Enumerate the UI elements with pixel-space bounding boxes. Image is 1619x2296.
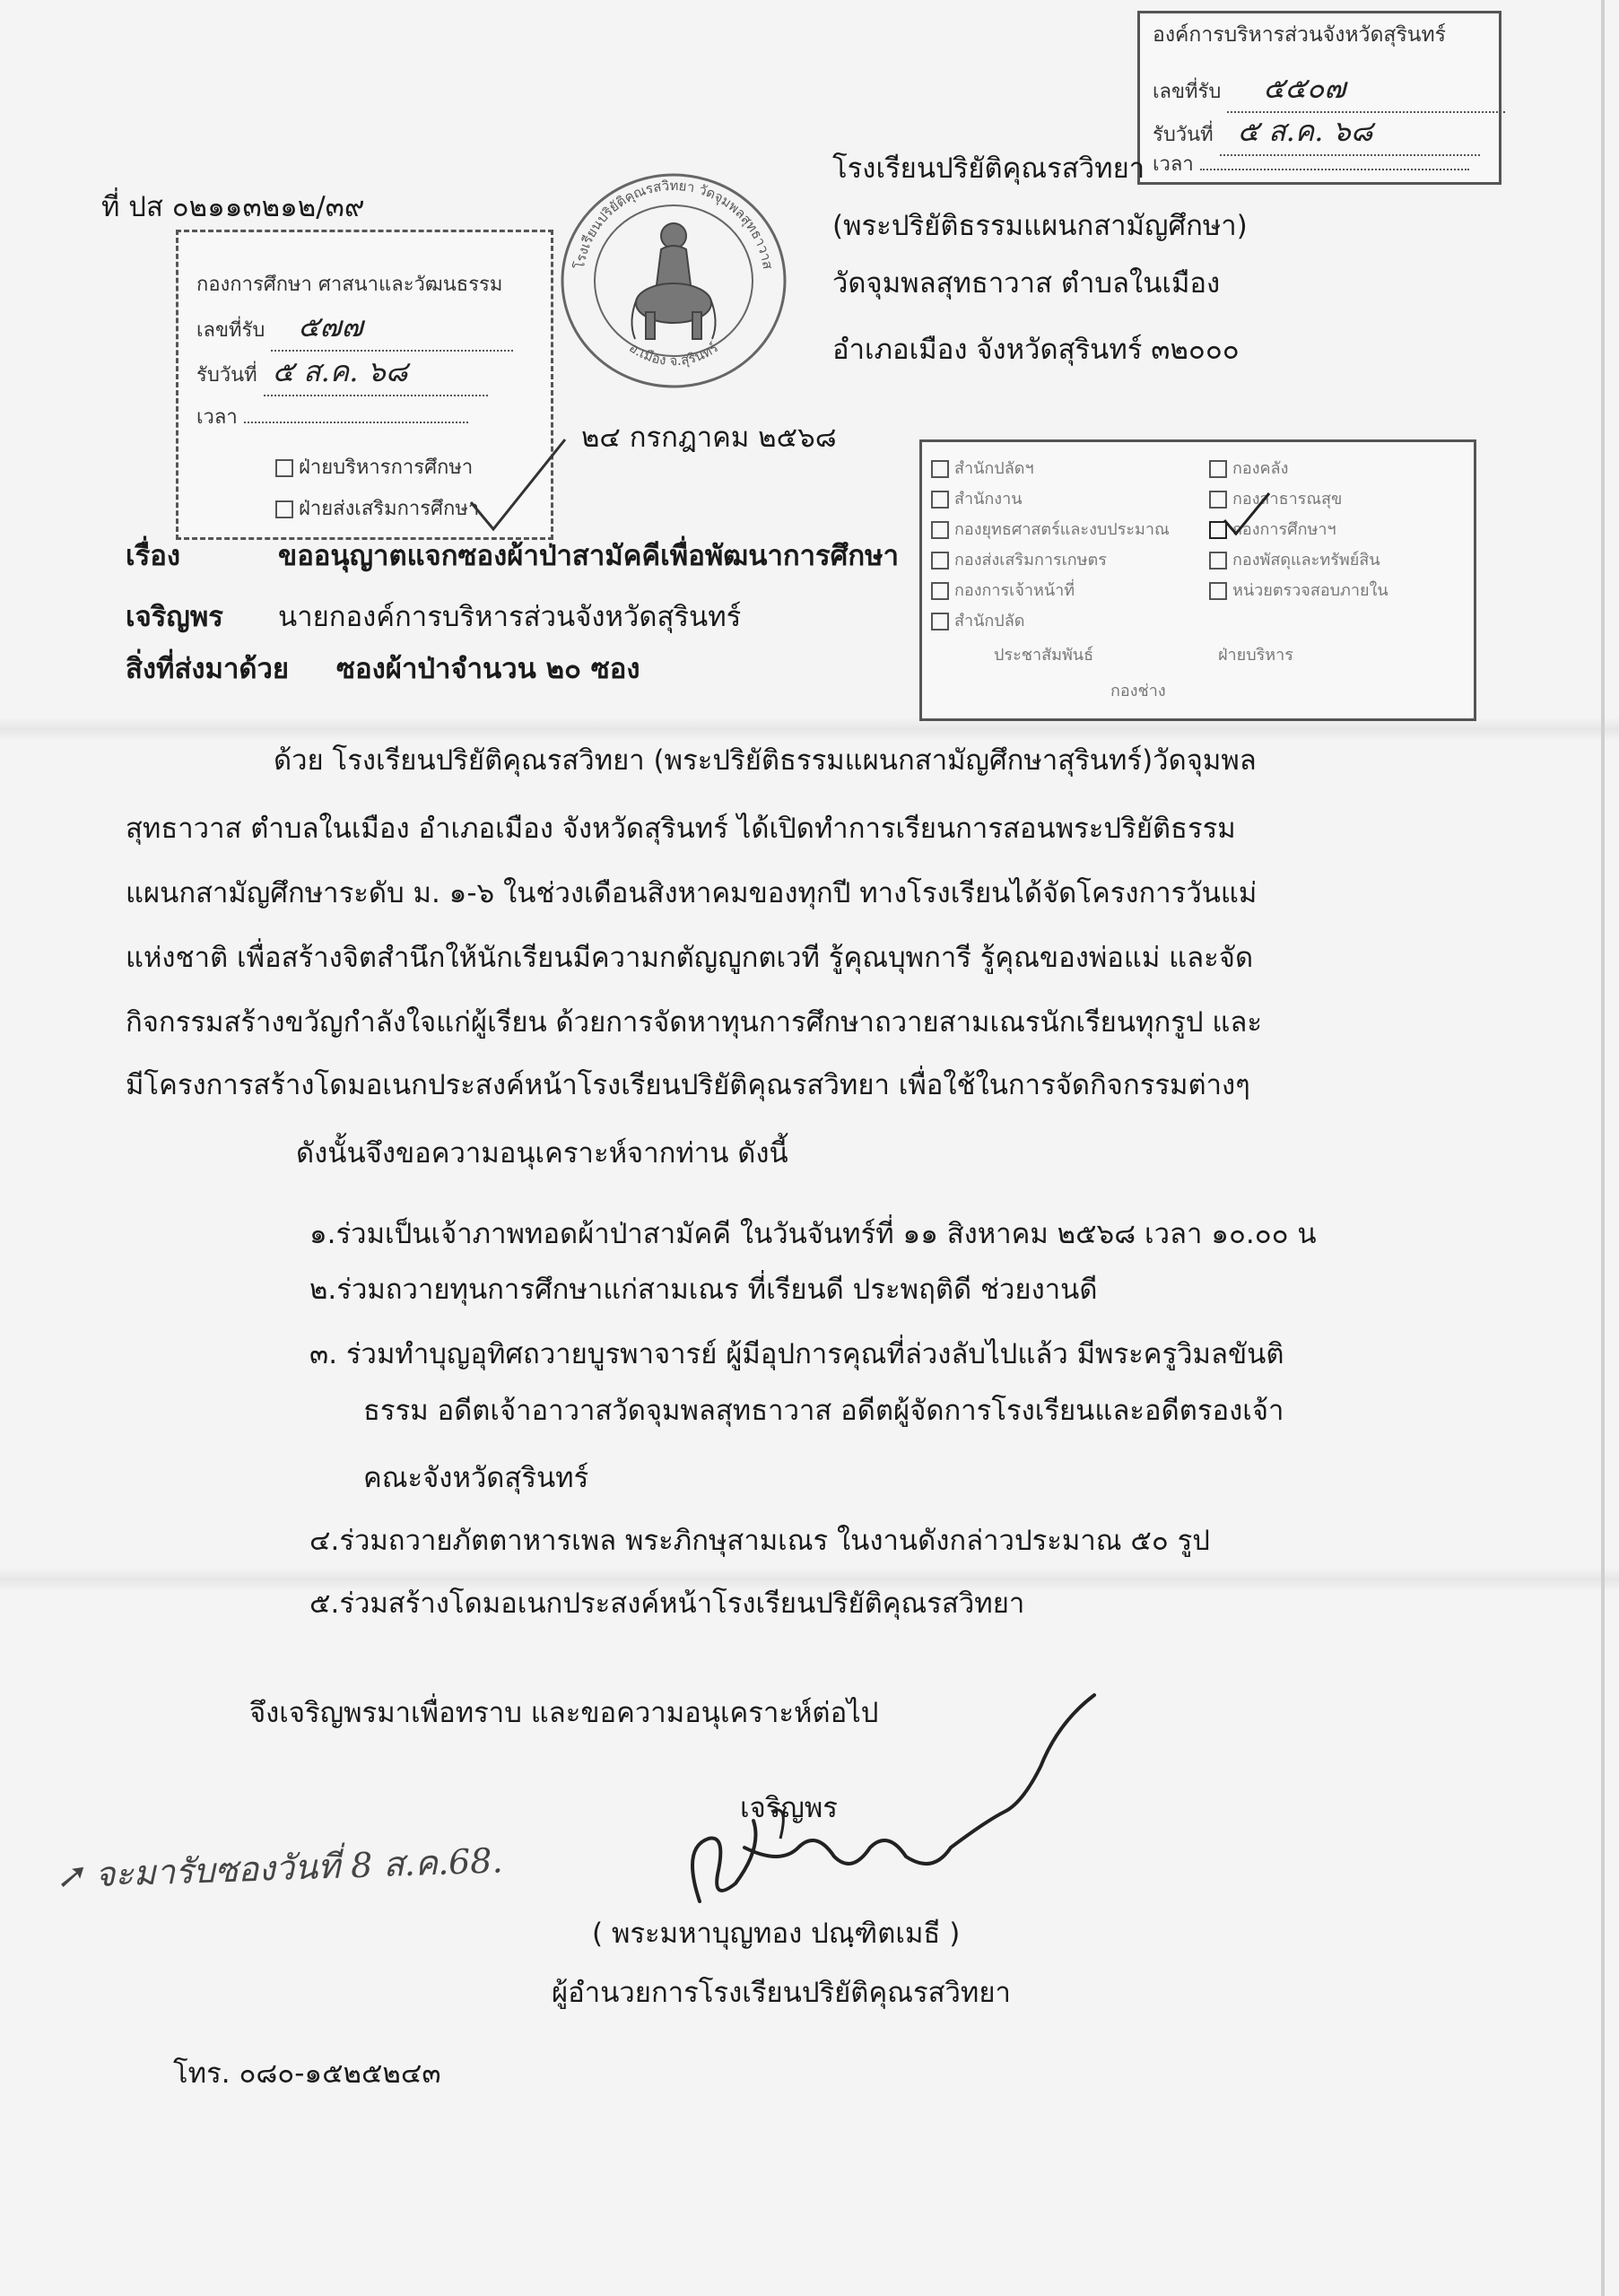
routing-right-0 xyxy=(1209,455,1288,481)
checkbox-icon xyxy=(1209,582,1227,600)
routing-right-4 xyxy=(1209,577,1388,603)
request-item-continued: ธรรม อดีตเจ้าอาวาสวัดจุมพลสุทธาวาส อดีตผู้จัดการโรงเรียนและอดีตรองเจ้า xyxy=(363,1395,1284,1427)
body-line: ด้วย โรงเรียนปริยัติคุณรสวิทยา (พระปริยัติธรรมแผนกสามัญศึกษาสุรินทร์)วัดจุมพล xyxy=(274,744,1257,777)
request-item: ๒.ร่วมถวายทุนการศึกษาแก่สามเณร ที่เรียนดี ประพฤติดี ช่วยงานดี xyxy=(309,1274,1098,1306)
svg-text:อ.เมือง จ.สุรินทร์ xyxy=(626,339,721,369)
routing-left-4 xyxy=(931,577,1075,603)
check-mark-icon xyxy=(466,430,574,538)
closing-line: จึงเจริญพรมาเพื่อทราบ และขอความอนุเคราะห์ต่อไป xyxy=(249,1697,879,1729)
body-line: แผนกสามัญศึกษาระดับ ม. ๑-๖ ในช่วงเดือนสิงหาคมของทุกปี ทางโรงเรียนได้จัดโครงการวันแม่ xyxy=(126,877,1258,909)
seal-bottom-text: อ.เมือง จ.สุรินทร์ xyxy=(626,339,721,370)
school-seal xyxy=(556,169,791,393)
sender-line-3: วัดจุมพลสุทธาวาส ตำบลในเมือง xyxy=(832,267,1221,300)
edu-stamp-title: กองการศึกษา ศาสนาและวัฒนธรรม xyxy=(196,274,503,296)
edu-rec-no-label: เลขที่รับ xyxy=(196,319,265,342)
letter-date: ๒๔ กรกฎาคม ๒๕๖๘ xyxy=(581,422,837,454)
arrow-icon: ➚ xyxy=(55,1855,96,1896)
stamp-time-dots xyxy=(1200,149,1469,170)
seal-top-text: โรงเรียนปริยัติคุณรสวิทยา วัดจุมพลสุทธาวาส xyxy=(570,177,777,271)
margin-note-text: จะมารับซองวันที่ 8 ส.ค.68. xyxy=(94,1840,504,1895)
routing-bottom-right: ฝ่ายบริหาร xyxy=(1218,646,1293,665)
body-line: สุทธาวาส ตำบลในเมือง อำเภอเมือง จังหวัดสุรินทร์ ได้เปิดทำการเรียนการสอนพระปริยัติธรรม xyxy=(126,813,1236,845)
subject-text: ขออนุญาตแจกซองผ้าป่าสามัคคีเพื่อพัฒนาการศึกษา xyxy=(278,540,899,572)
edu-option-2-label: ฝ่ายส่งเสริมการศึกษา xyxy=(299,498,480,520)
stamp-rec-date-value: ๕ ส.ค. ๖๘ xyxy=(1220,109,1480,156)
request-item: ๕.ร่วมสร้างโดมอเนกประสงค์หน้าโรงเรียนปริยัติคุณรสวิทยา xyxy=(309,1587,1025,1620)
routing-left-2 xyxy=(931,516,1170,542)
routing-left-5 xyxy=(931,607,1024,633)
stamp-time-row xyxy=(1153,148,1469,179)
edu-time-row xyxy=(196,401,468,432)
edu-rec-no-row xyxy=(196,304,513,352)
checkbox-icon xyxy=(275,459,293,477)
checkbox-icon xyxy=(1209,460,1227,478)
stamp-time-label: เวลา xyxy=(1153,153,1194,176)
recipient-label: เจริญพร xyxy=(126,601,223,633)
subject-label: เรื่อง xyxy=(126,540,181,572)
routing-stamp xyxy=(919,439,1476,721)
stamp-rec-no-row xyxy=(1153,65,1505,113)
checkbox-icon xyxy=(1209,552,1227,570)
routing-right-3-label: กองพัสดุและทรัพย์สิน xyxy=(1232,551,1380,570)
checkbox-icon xyxy=(931,582,949,600)
signer-title: ผู้อำนวยการโรงเรียนปริยัติคุณรสวิทยา xyxy=(552,1977,1011,2009)
margin-note xyxy=(55,1832,503,1902)
checkbox-icon xyxy=(931,491,949,509)
request-item-continued: คณะจังหวัดสุรินทร์ xyxy=(363,1462,589,1494)
sender-line-2: (พระปริยัติธรรมแผนกสามัญศึกษา) xyxy=(832,210,1248,242)
enclosure-text: ซองผ้าป่าจำนวน ๒๐ ซอง xyxy=(336,653,640,685)
stamp-title: องค์การบริหารส่วนจังหวัดสุรินทร์ xyxy=(1153,23,1447,47)
scan-edge xyxy=(1601,0,1605,2296)
body-line: กิจกรรมสร้างขวัญกำลังใจแก่ผู้เรียน ด้วยการจัดหาทุนการศึกษาถวายสามเณรนักเรียนทุกรูป และ xyxy=(126,1006,1263,1039)
sign-greeting: เจริญพร xyxy=(740,1792,838,1824)
recipient-text: นายกองค์การบริหารส่วนจังหวัดสุรินทร์ xyxy=(278,601,742,633)
request-item: ๓. ร่วมทำบุญอุทิศถวายบูรพาจารย์ ผู้มีอุปการคุณที่ล่วงลับไปแล้ว มีพระครูวิมลขันติ xyxy=(309,1338,1284,1370)
routing-left-5-label: สำนักปลัด xyxy=(954,612,1025,631)
routing-bottom-left: ประชาสัมพันธ์ xyxy=(994,646,1094,665)
routing-right-0-label: กองคลัง xyxy=(1232,459,1289,478)
signer-name: ( พระมหาบุญทอง ปณฺฑิตเมธี ) xyxy=(592,1918,961,1950)
stamp-rec-no-label: เลขที่รับ xyxy=(1153,81,1222,103)
body-line: แห่งชาติ เพื่อสร้างจิตสำนึกให้นักเรียนมีความกตัญญูกตเวที รู้คุณบุพการี รู้คุณของพ่อแม่ และจัด xyxy=(126,942,1254,974)
handwritten-signature xyxy=(646,1668,1112,1928)
check-mark-icon xyxy=(1220,489,1274,543)
checkbox-icon xyxy=(931,521,949,539)
stamp-rec-no-value: ๕๕๐๗ xyxy=(1227,65,1505,113)
edu-rec-date-value: ๕ ส.ค. ๖๘ xyxy=(264,349,488,396)
edu-rec-no-value: ๕๗๗ xyxy=(271,304,513,352)
routing-left-0 xyxy=(931,455,1034,481)
request-intro: ดังนั้นจึงขอความอนุเคราะห์จากท่าน ดังนี้ xyxy=(296,1137,788,1170)
edu-time-label: เวลา xyxy=(196,406,238,429)
edu-option-2 xyxy=(275,492,479,524)
routing-left-3 xyxy=(931,546,1107,572)
edu-option-1 xyxy=(275,451,473,483)
routing-left-3-label: กองส่งเสริมการเกษตร xyxy=(954,551,1107,570)
checkbox-icon xyxy=(931,552,949,570)
edu-time-dots xyxy=(244,404,468,423)
ref-number: ที่ ปส ๐๒๑๑๓๒๑๒/๓๙ xyxy=(101,191,365,223)
edu-rec-date-label: รับวันที่ xyxy=(196,364,257,387)
routing-bottom-2: กองช่าง xyxy=(1110,682,1166,700)
routing-left-4-label: กองการเจ้าหน้าที่ xyxy=(954,581,1075,600)
phone-number: โทร. ๐๘๐-๑๕๒๕๒๔๓ xyxy=(173,2057,441,2090)
routing-right-1-label: กองสาธารณสุข xyxy=(1232,490,1343,509)
stamp-rec-date-label: รับวันที่ xyxy=(1153,124,1214,146)
body-line: มีโครงการสร้างโดมอเนกประสงค์หน้าโรงเรียนปริยัติคุณรสวิทยา เพื่อใช้ในการจัดกิจกรรมต่างๆ xyxy=(126,1069,1250,1101)
checked-checkbox-icon xyxy=(275,500,293,518)
elephant-deity-emblem xyxy=(631,223,715,339)
checkbox-icon xyxy=(931,613,949,631)
routing-left-1 xyxy=(931,485,1023,511)
edu-option-1-label: ฝ่ายบริหารการศึกษา xyxy=(299,457,474,479)
pao-receive-stamp xyxy=(1137,11,1501,185)
sender-line-4: อำเภอเมือง จังหวัดสุรินทร์ ๓๒๐๐๐ xyxy=(832,334,1240,366)
sender-line-1: โรงเรียนปริยัติคุณรสวิทยา xyxy=(832,152,1145,185)
request-item: ๔.ร่วมถวายภัตตาหารเพล พระภิกษุสามเณร ในงานดังกล่าวประมาณ ๕๐ รูป xyxy=(309,1525,1210,1557)
edu-rec-date-row xyxy=(196,349,488,396)
routing-left-0-label: สำนักปลัดฯ xyxy=(954,459,1034,478)
routing-left-1-label: สำนักงาน xyxy=(954,490,1023,509)
checkbox-icon xyxy=(931,460,949,478)
enclosure-label: สิ่งที่ส่งมาด้วย xyxy=(126,653,290,685)
routing-right-4-label: หน่วยตรวจสอบภายใน xyxy=(1232,581,1388,600)
request-item: ๑.ร่วมเป็นเจ้าภาพทอดผ้าป่าสามัคคี ในวันจันทร์ที่ ๑๑ สิงหาคม ๒๕๖๘ เวลา ๑๐.๐๐ น xyxy=(309,1218,1317,1250)
routing-left-2-label: กองยุทธศาสตร์และงบประมาณ xyxy=(954,520,1170,539)
routing-right-3 xyxy=(1209,546,1380,572)
routing-right-2-label: กองการศึกษาฯ xyxy=(1232,520,1336,539)
